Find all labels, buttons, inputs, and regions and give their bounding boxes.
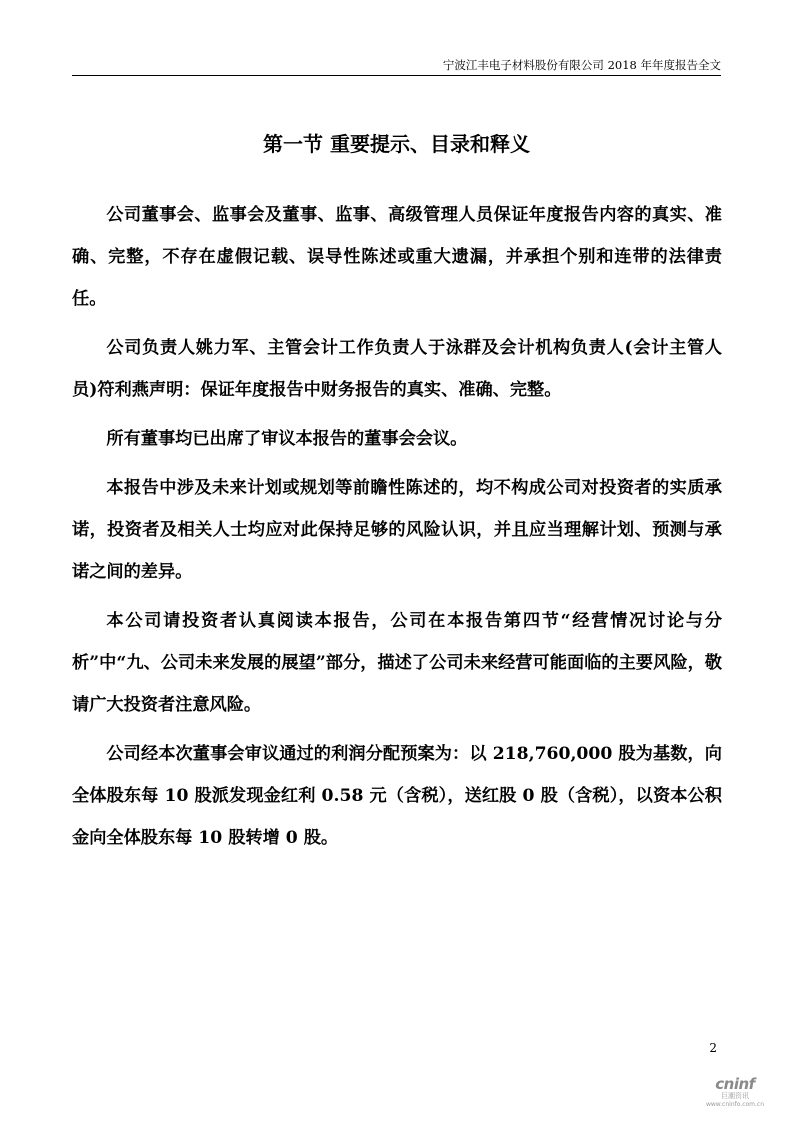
- paragraph-risk-notice: 本公司请投资者认真阅读本报告，公司在本报告第四节“经营情况讨论与分析”中“九、公司未来发展的展望”部分，描述了公司未来经营可能面临的主要风险，敬请广大投资者注意风险。: [72, 611, 722, 715]
- section-title: 第一节 重要提示、目录和释义: [263, 132, 530, 156]
- page-number: 2: [709, 1041, 717, 1055]
- paragraph-board-attendance: 所有董事均已出席了审议本报告的董事会会议。: [106, 429, 468, 449]
- paragraph-responsibility-statement: 公司董事会、监事会及董事、监事、高级管理人员保证年度报告内容的真实、准确、完整，不存在虚假记载、误导性陈述或重大遗漏，并承担个别和连带的法律责任。: [72, 205, 722, 309]
- cninfo-logo-cn: 巨潮资讯: [721, 1092, 749, 1100]
- paragraph-profit-distribution: 公司经本次董事会审议通过的利润分配预案为：以 218,760,000 股为基数，向全体股东每 10 股派发现金红利 0.58 元（含税），送红股 0 股（含税），以资本公积金向全体股东每 10 股转增 0 股。: [72, 744, 722, 848]
- cninfo-logo-url: www.cninfo.com.cn: [705, 1101, 765, 1108]
- header-rule: [72, 75, 721, 76]
- running-header: 宁波江丰电子材料股份有限公司 2018 年年度报告全文: [442, 58, 721, 72]
- paragraph-forward-looking-disclaimer: 本报告中涉及未来计划或规划等前瞻性陈述的，均不构成公司对投资者的实质承诺，投资者及相关人士均应对此保持足够的风险认识，并且应当理解计划、预测与承诺之间的差异。: [72, 478, 722, 582]
- paragraph-financial-statement-declaration: 公司负责人姚力军、主管会计工作负责人于泳群及会计机构负责人(会计主管人员)符利燕声明：保证年度报告中财务报告的真实、准确、完整。: [72, 338, 722, 400]
- cninfo-logo-mark: cninf: [715, 1075, 755, 1093]
- cninfo-logo: [705, 1076, 765, 1109]
- body-text: [72, 194, 722, 866]
